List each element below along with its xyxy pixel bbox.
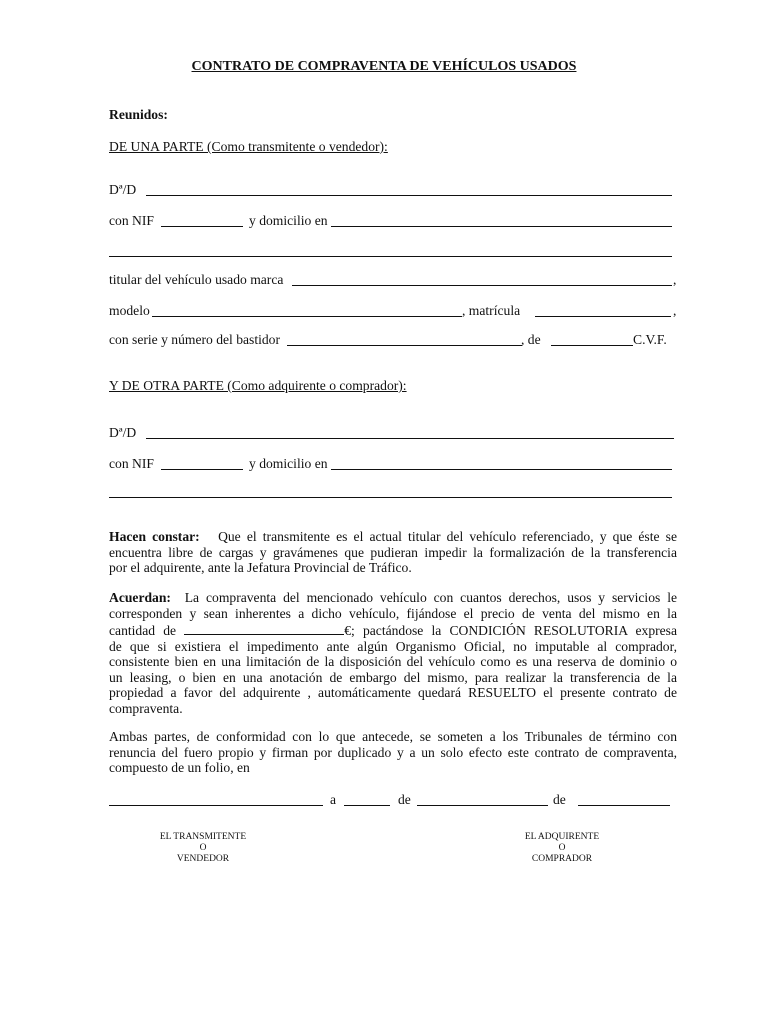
signature-transmitente-line-3: VENDEDOR xyxy=(176,854,230,864)
reunidos-heading: Reunidos: xyxy=(109,107,168,122)
seller-nif-field[interactable] xyxy=(161,226,243,227)
buyer-nif-label: con NIF xyxy=(109,456,154,471)
acuerdan-line-7: propiedad a favor del adquirente , automáticamente quedará RESUELTO el presente contrato de xyxy=(109,685,677,700)
ambas-line-1: Ambas partes, de conformidad con lo que antecede, se someten a los Tribunales de término con xyxy=(109,729,677,744)
model-field[interactable] xyxy=(152,316,462,317)
signature-adquirente-line-3: COMPRADOR xyxy=(531,854,593,864)
chassis-field[interactable] xyxy=(287,345,522,346)
day-field[interactable] xyxy=(344,805,390,806)
signature-transmitente-line-1: EL TRANSMITENTE xyxy=(159,832,247,842)
seller-domicilio-field-2[interactable] xyxy=(109,256,672,257)
plate-label: , matrícula xyxy=(462,303,521,318)
hacen-constar-label: Hacen constar: xyxy=(109,529,200,544)
acuerdan-label: Acuerdan: xyxy=(109,590,171,605)
brand-field[interactable] xyxy=(292,285,672,286)
cvf-de-label: , de xyxy=(521,332,541,347)
document-title: CONTRATO DE COMPRAVENTA DE VEHÍCULOS USADOS xyxy=(191,59,577,74)
brand-label: titular del vehículo usado marca xyxy=(109,272,284,287)
seller-nif-label: con NIF xyxy=(109,213,154,228)
acuerdan-line-8: compraventa. xyxy=(109,700,183,716)
hacen-constar-line-3: por el adquirente, ante la Jefatura Provincial de Tráfico. xyxy=(109,560,412,575)
ambas-line-2: renuncia del fuero propio y firman por duplicado y a un solo efecto este contrato de compraventa, xyxy=(109,744,677,760)
price-field[interactable] xyxy=(184,621,344,635)
plate-field[interactable] xyxy=(535,316,671,317)
acuerdan-line-6: un leasing, o bien en una anotación de embargo del mismo, para realizar la transferencia de la xyxy=(109,669,677,685)
plate-comma: , xyxy=(673,303,677,318)
signature-adquirente-line-2: O xyxy=(558,843,566,853)
brand-comma: , xyxy=(673,272,677,287)
date-a-label: a xyxy=(330,792,337,807)
month-field[interactable] xyxy=(417,805,548,806)
date-de-label-1: de xyxy=(398,792,411,807)
signature-adquirente-line-1: EL ADQUIRENTE xyxy=(524,832,600,842)
acuerdan-line-3a: cantidad de xyxy=(109,623,177,638)
seller-domicilio-field[interactable] xyxy=(331,226,672,227)
acuerdan-line-4: de que si existiera el impedimento ante algún Organismo Oficial, no imputable al comprador, xyxy=(109,638,677,654)
buyer-domicilio-field[interactable] xyxy=(331,469,672,470)
acuerdan-line-1: La compraventa del mencionado vehículo con cuantos derechos, usos y servicios le xyxy=(184,590,678,605)
acuerdan-paragraph xyxy=(109,590,677,716)
acuerdan-line-3b: €; pactándose la CONDICIÓN RESOLUTORIA expresa xyxy=(344,623,677,638)
seller-domicilio-label: y domicilio en xyxy=(249,213,328,228)
ambas-line-3: compuesto de un folio, en xyxy=(109,760,250,775)
acuerdan-line-5: consistente bien en una limitación de la disposición del vehículo como es una reserva de dominio o xyxy=(109,654,677,669)
seller-name-label: Dª/D xyxy=(109,182,137,197)
buyer-name-field[interactable] xyxy=(146,438,674,439)
buyer-heading: Y DE OTRA PARTE (Como adquirente o comprador): xyxy=(109,378,407,393)
buyer-domicilio-label: y domicilio en xyxy=(249,456,328,471)
hacen-constar-line-2: encuentra libre de cargas y gravámenes que pudieran impedir la formalización de la transferencia xyxy=(109,544,677,560)
cvf-label: C.V.F. xyxy=(633,332,667,347)
buyer-name-label: Dª/D xyxy=(109,425,137,440)
hacen-constar-line-1: Que el transmitente es el actual titular del vehículo referenciado, y que éste se xyxy=(218,529,677,544)
model-label: modelo xyxy=(109,303,150,318)
cvf-field[interactable] xyxy=(551,345,633,346)
date-de-label-2: de xyxy=(553,792,566,807)
seller-heading: DE UNA PARTE (Como transmitente o vendedor): xyxy=(109,139,388,154)
signature-transmitente xyxy=(140,832,266,865)
chassis-label: con serie y número del bastidor xyxy=(109,332,281,347)
acuerdan-line-2: corresponden y sean inherentes a dicho vehículo, fijándose el precio de venta del mismo en la xyxy=(109,605,677,621)
buyer-nif-field[interactable] xyxy=(161,469,243,470)
place-field[interactable] xyxy=(109,805,323,806)
ambas-paragraph xyxy=(109,729,677,776)
buyer-domicilio-field-2[interactable] xyxy=(109,497,672,498)
signature-transmitente-line-2: O xyxy=(199,843,207,853)
hacen-constar-paragraph xyxy=(109,529,677,576)
year-field[interactable] xyxy=(578,805,670,806)
seller-name-field[interactable] xyxy=(146,195,672,196)
signature-adquirente xyxy=(499,832,625,865)
